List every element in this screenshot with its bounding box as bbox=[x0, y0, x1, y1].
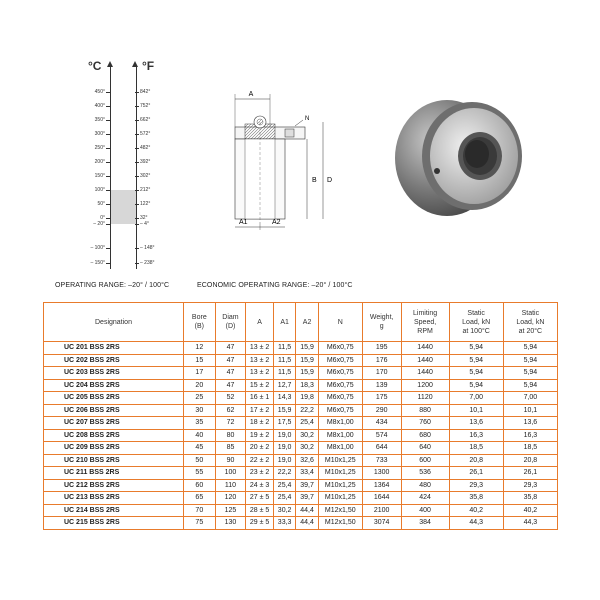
column-header: A1 bbox=[273, 303, 295, 342]
table-cell: 39,7 bbox=[296, 492, 318, 505]
specification-table bbox=[43, 302, 558, 530]
table-cell: M10x1,25 bbox=[318, 479, 362, 492]
tick-mark bbox=[135, 218, 139, 219]
tick-mark bbox=[135, 162, 139, 163]
table-cell: 1300 bbox=[362, 467, 401, 480]
tick-label-fahrenheit: – 148° bbox=[140, 245, 155, 251]
tick-mark bbox=[106, 120, 110, 121]
tick-mark bbox=[135, 148, 139, 149]
tick-mark bbox=[135, 134, 139, 135]
table-cell: 1440 bbox=[401, 354, 449, 367]
table-cell: M8x1,00 bbox=[318, 429, 362, 442]
temperature-scale bbox=[60, 55, 200, 275]
table-cell: 45 bbox=[183, 442, 215, 455]
table-cell: 1644 bbox=[362, 492, 401, 505]
tick-label-celsius: 100° bbox=[94, 187, 105, 193]
table-cell: 47 bbox=[215, 367, 246, 380]
table-cell: 44,4 bbox=[296, 517, 318, 530]
table-cell: 20 bbox=[183, 379, 215, 392]
tick-label-celsius: 400° bbox=[94, 103, 105, 109]
tick-mark bbox=[135, 204, 139, 205]
table-cell: 12 bbox=[183, 342, 215, 355]
tick-label-celsius: 0° bbox=[100, 215, 105, 221]
table-cell: M10x1,25 bbox=[318, 467, 362, 480]
table-cell: 20,8 bbox=[503, 454, 557, 467]
table-row bbox=[44, 379, 558, 392]
table-cell: 47 bbox=[215, 379, 246, 392]
table-cell: 733 bbox=[362, 454, 401, 467]
table-cell: 50 bbox=[183, 454, 215, 467]
tick-label-celsius: – 100° bbox=[90, 245, 105, 251]
tick-label-fahrenheit: 842° bbox=[140, 89, 151, 95]
column-header: Static Load, kN at 20°C bbox=[503, 303, 557, 342]
designation-cell: UC 203 BSS 2RS bbox=[44, 367, 184, 380]
table-cell: 5,94 bbox=[503, 354, 557, 367]
designation-cell: UC 210 BSS 2RS bbox=[44, 454, 184, 467]
table-cell: 574 bbox=[362, 429, 401, 442]
table-cell: 44,3 bbox=[503, 517, 557, 530]
table-cell: 25 bbox=[183, 392, 215, 405]
designation-cell: UC 211 BSS 2RS bbox=[44, 467, 184, 480]
table-cell: 85 bbox=[215, 442, 246, 455]
dim-a-label: A bbox=[248, 91, 254, 98]
table-cell: 44,4 bbox=[296, 504, 318, 517]
table-cell: 15,9 bbox=[296, 342, 318, 355]
tick-mark bbox=[106, 148, 110, 149]
table-cell: 65 bbox=[183, 492, 215, 505]
dim-a2-label: A2 bbox=[272, 219, 281, 226]
table-cell: 27 ± 5 bbox=[246, 492, 274, 505]
table-cell: M6x0,75 bbox=[318, 379, 362, 392]
table-cell: 22 ± 2 bbox=[246, 454, 274, 467]
table-cell: 384 bbox=[401, 517, 449, 530]
scale-bar bbox=[110, 67, 137, 269]
table-cell: 29 ± 5 bbox=[246, 517, 274, 530]
table-cell: 32,6 bbox=[296, 454, 318, 467]
table-cell: 25,4 bbox=[273, 479, 295, 492]
designation-cell: UC 208 BSS 2RS bbox=[44, 429, 184, 442]
table-cell: 1440 bbox=[401, 342, 449, 355]
table-cell: 35,8 bbox=[449, 492, 503, 505]
table-cell: 35,8 bbox=[503, 492, 557, 505]
table-cell: 120 bbox=[215, 492, 246, 505]
column-header: Weight, g bbox=[362, 303, 401, 342]
table-cell: M6x0,75 bbox=[318, 342, 362, 355]
column-header: N bbox=[318, 303, 362, 342]
tick-label-fahrenheit: 752° bbox=[140, 103, 151, 109]
tick-label-fahrenheit: – 4° bbox=[140, 221, 149, 227]
designation-cell: UC 215 BSS 2RS bbox=[44, 517, 184, 530]
table-cell: 110 bbox=[215, 479, 246, 492]
column-header: Diam (D) bbox=[215, 303, 246, 342]
table-cell: M6x0,75 bbox=[318, 404, 362, 417]
tick-label-celsius: 350° bbox=[94, 117, 105, 123]
table-cell: 7,00 bbox=[503, 392, 557, 405]
table-cell: 17 ± 2 bbox=[246, 404, 274, 417]
celsius-unit-label: °C bbox=[88, 59, 102, 73]
table-cell: 11,5 bbox=[273, 342, 295, 355]
table-header-row bbox=[44, 303, 558, 342]
tick-label-fahrenheit: 302° bbox=[140, 173, 151, 179]
table-cell: 18,5 bbox=[503, 442, 557, 455]
table-cell: 290 bbox=[362, 404, 401, 417]
column-header: A bbox=[246, 303, 274, 342]
table-cell: 33,4 bbox=[296, 467, 318, 480]
table-row bbox=[44, 342, 558, 355]
table-cell: 195 bbox=[362, 342, 401, 355]
column-header: A2 bbox=[296, 303, 318, 342]
table-cell: 22,2 bbox=[296, 404, 318, 417]
tick-mark bbox=[135, 190, 139, 191]
table-cell: 25,4 bbox=[273, 492, 295, 505]
tick-label-celsius: 250° bbox=[94, 145, 105, 151]
table-cell: 13,6 bbox=[503, 417, 557, 430]
designation-cell: UC 206 BSS 2RS bbox=[44, 404, 184, 417]
table-cell: 24 ± 3 bbox=[246, 479, 274, 492]
column-header: Limiting Speed, RPM bbox=[401, 303, 449, 342]
table-cell: 5,94 bbox=[503, 367, 557, 380]
operating-range-text: OPERATING RANGE: –20° / 100°C bbox=[55, 282, 170, 289]
table-cell: 5,94 bbox=[449, 379, 503, 392]
table-cell: 600 bbox=[401, 454, 449, 467]
tick-label-fahrenheit: 662° bbox=[140, 117, 151, 123]
table-cell: 480 bbox=[401, 479, 449, 492]
designation-cell: UC 205 BSS 2RS bbox=[44, 392, 184, 405]
table-cell: 11,5 bbox=[273, 354, 295, 367]
table-cell: 644 bbox=[362, 442, 401, 455]
table-row bbox=[44, 404, 558, 417]
economic-range-text: ECONOMIC OPERATING RANGE: –20° / 100°C bbox=[197, 282, 353, 289]
bearing-section-drawing bbox=[215, 82, 335, 232]
tick-label-celsius: 50° bbox=[97, 201, 105, 207]
tick-label-celsius: 150° bbox=[94, 173, 105, 179]
table-cell: M8x1,00 bbox=[318, 442, 362, 455]
tick-label-fahrenheit: 392° bbox=[140, 159, 151, 165]
table-cell: 139 bbox=[362, 379, 401, 392]
designation-cell: UC 209 BSS 2RS bbox=[44, 442, 184, 455]
table-cell: 1364 bbox=[362, 479, 401, 492]
table-row bbox=[44, 492, 558, 505]
designation-cell: UC 204 BSS 2RS bbox=[44, 379, 184, 392]
table-cell: 30 bbox=[183, 404, 215, 417]
table-cell: 55 bbox=[183, 467, 215, 480]
table-cell: 16 ± 1 bbox=[246, 392, 274, 405]
table-cell: 40,2 bbox=[503, 504, 557, 517]
dim-a1-label: A1 bbox=[239, 219, 248, 226]
table-cell: 39,7 bbox=[296, 479, 318, 492]
table-row bbox=[44, 392, 558, 405]
table-cell: 15,9 bbox=[273, 404, 295, 417]
table-cell: M12x1,50 bbox=[318, 504, 362, 517]
table-cell: 47 bbox=[215, 354, 246, 367]
table-cell: 19 ± 2 bbox=[246, 429, 274, 442]
designation-cell: UC 207 BSS 2RS bbox=[44, 417, 184, 430]
table-cell: 26,1 bbox=[503, 467, 557, 480]
designation-cell: UC 213 BSS 2RS bbox=[44, 492, 184, 505]
tick-mark bbox=[106, 134, 110, 135]
table-row bbox=[44, 517, 558, 530]
table-cell: 12,7 bbox=[273, 379, 295, 392]
tick-mark bbox=[106, 162, 110, 163]
table-cell: M6x0,75 bbox=[318, 392, 362, 405]
tick-mark bbox=[106, 218, 110, 219]
table-cell: M10x1,25 bbox=[318, 454, 362, 467]
table-row bbox=[44, 354, 558, 367]
table-row bbox=[44, 467, 558, 480]
designation-cell: UC 201 BSS 2RS bbox=[44, 342, 184, 355]
table-cell: 5,94 bbox=[503, 379, 557, 392]
table-cell: 15 bbox=[183, 354, 215, 367]
table-row bbox=[44, 417, 558, 430]
table-cell: 16,3 bbox=[449, 429, 503, 442]
table-cell: 434 bbox=[362, 417, 401, 430]
table-cell: 125 bbox=[215, 504, 246, 517]
table-cell: M6x0,75 bbox=[318, 367, 362, 380]
table-cell: 30,2 bbox=[273, 504, 295, 517]
table-cell: 2100 bbox=[362, 504, 401, 517]
table-cell: 130 bbox=[215, 517, 246, 530]
tick-mark bbox=[135, 224, 139, 225]
table-row bbox=[44, 479, 558, 492]
tick-mark bbox=[106, 106, 110, 107]
table-cell: 47 bbox=[215, 342, 246, 355]
table-cell: 30,2 bbox=[296, 442, 318, 455]
tick-mark bbox=[106, 176, 110, 177]
table-cell: 16,3 bbox=[503, 429, 557, 442]
tick-mark bbox=[135, 106, 139, 107]
table-cell: 15,9 bbox=[296, 367, 318, 380]
table-cell: 176 bbox=[362, 354, 401, 367]
table-cell: 760 bbox=[401, 417, 449, 430]
table-cell: 62 bbox=[215, 404, 246, 417]
designation-cell: UC 214 BSS 2RS bbox=[44, 504, 184, 517]
table-cell: 22,2 bbox=[273, 467, 295, 480]
tick-mark bbox=[135, 176, 139, 177]
table-cell: 75 bbox=[183, 517, 215, 530]
fahrenheit-unit-label: °F bbox=[142, 59, 155, 73]
table-row bbox=[44, 454, 558, 467]
table-cell: 29,3 bbox=[449, 479, 503, 492]
table-cell: 29,3 bbox=[503, 479, 557, 492]
tick-mark bbox=[106, 92, 110, 93]
table-cell: 5,94 bbox=[503, 342, 557, 355]
tick-mark bbox=[106, 248, 110, 249]
table-row bbox=[44, 429, 558, 442]
table-cell: M10x1,25 bbox=[318, 492, 362, 505]
dim-b-label: B bbox=[312, 177, 317, 184]
table-cell: 18,5 bbox=[449, 442, 503, 455]
tick-label-celsius: 300° bbox=[94, 131, 105, 137]
table-cell: 10,1 bbox=[503, 404, 557, 417]
table-cell: 640 bbox=[401, 442, 449, 455]
table-cell: 44,3 bbox=[449, 517, 503, 530]
table-row bbox=[44, 504, 558, 517]
table-cell: 25,4 bbox=[296, 417, 318, 430]
table-cell: 175 bbox=[362, 392, 401, 405]
tick-label-celsius: – 150° bbox=[90, 260, 105, 266]
table-cell: 5,94 bbox=[449, 354, 503, 367]
table-cell: 19,8 bbox=[296, 392, 318, 405]
table-cell: 30,2 bbox=[296, 429, 318, 442]
column-header: Static Load, kN at 100°C bbox=[449, 303, 503, 342]
table-cell: 680 bbox=[401, 429, 449, 442]
dim-d-label: D bbox=[327, 177, 333, 184]
table-cell: 26,1 bbox=[449, 467, 503, 480]
table-cell: 20 ± 2 bbox=[246, 442, 274, 455]
designation-cell: UC 212 BSS 2RS bbox=[44, 479, 184, 492]
tick-mark bbox=[135, 92, 139, 93]
table-cell: 5,94 bbox=[449, 367, 503, 380]
dim-n-label: N bbox=[305, 116, 310, 122]
table-cell: M12x1,50 bbox=[318, 517, 362, 530]
table-cell: 400 bbox=[401, 504, 449, 517]
table-cell: 90 bbox=[215, 454, 246, 467]
table-cell: 52 bbox=[215, 392, 246, 405]
table-cell: 80 bbox=[215, 429, 246, 442]
table-cell: 1440 bbox=[401, 367, 449, 380]
table-cell: 14,3 bbox=[273, 392, 295, 405]
tick-label-celsius: – 20° bbox=[93, 221, 105, 227]
table-cell: 28 ± 5 bbox=[246, 504, 274, 517]
bearing-photo bbox=[392, 96, 528, 218]
tick-mark bbox=[106, 204, 110, 205]
table-cell: 15 ± 2 bbox=[246, 379, 274, 392]
table-cell: 170 bbox=[362, 367, 401, 380]
tick-label-celsius: 450° bbox=[94, 89, 105, 95]
tick-label-celsius: 200° bbox=[94, 159, 105, 165]
tick-label-fahrenheit: 482° bbox=[140, 145, 151, 151]
table-row bbox=[44, 367, 558, 380]
table-cell: 3074 bbox=[362, 517, 401, 530]
tick-mark bbox=[106, 190, 110, 191]
column-header: Designation bbox=[44, 303, 184, 342]
table-cell: 18 ± 2 bbox=[246, 417, 274, 430]
table-cell: 13 ± 2 bbox=[246, 354, 274, 367]
table-cell: 17 bbox=[183, 367, 215, 380]
table-cell: 11,5 bbox=[273, 367, 295, 380]
table-cell: 13 ± 2 bbox=[246, 367, 274, 380]
tick-label-fahrenheit: 32° bbox=[140, 215, 148, 221]
tick-label-fahrenheit: 212° bbox=[140, 187, 151, 193]
table-cell: 35 bbox=[183, 417, 215, 430]
table-cell: 40 bbox=[183, 429, 215, 442]
column-header: Bore (B) bbox=[183, 303, 215, 342]
table-cell: 100 bbox=[215, 467, 246, 480]
table-cell: 72 bbox=[215, 417, 246, 430]
tick-label-fahrenheit: 572° bbox=[140, 131, 151, 137]
designation-cell: UC 202 BSS 2RS bbox=[44, 354, 184, 367]
table-cell: 20,8 bbox=[449, 454, 503, 467]
table-cell: 33,3 bbox=[273, 517, 295, 530]
tick-label-fahrenheit: 122° bbox=[140, 201, 151, 207]
table-cell: 17,5 bbox=[273, 417, 295, 430]
table-cell: 7,00 bbox=[449, 392, 503, 405]
table-cell: 1200 bbox=[401, 379, 449, 392]
table-cell: M8x1,00 bbox=[318, 417, 362, 430]
table-cell: 18,3 bbox=[296, 379, 318, 392]
table-cell: 13 ± 2 bbox=[246, 342, 274, 355]
table-cell: 19,0 bbox=[273, 454, 295, 467]
table-cell: 19,0 bbox=[273, 429, 295, 442]
table-cell: 13,6 bbox=[449, 417, 503, 430]
table-cell: M6x0,75 bbox=[318, 354, 362, 367]
tick-label-fahrenheit: – 238° bbox=[140, 260, 155, 266]
tick-mark bbox=[135, 248, 139, 249]
table-cell: 424 bbox=[401, 492, 449, 505]
table-cell: 5,94 bbox=[449, 342, 503, 355]
table-row bbox=[44, 442, 558, 455]
table-cell: 536 bbox=[401, 467, 449, 480]
table-cell: 23 ± 2 bbox=[246, 467, 274, 480]
table-cell: 10,1 bbox=[449, 404, 503, 417]
tick-mark bbox=[135, 263, 139, 264]
table-cell: 1120 bbox=[401, 392, 449, 405]
tick-mark bbox=[135, 120, 139, 121]
table-cell: 70 bbox=[183, 504, 215, 517]
table-cell: 40,2 bbox=[449, 504, 503, 517]
tick-mark bbox=[106, 263, 110, 264]
tick-mark bbox=[106, 224, 110, 225]
table-cell: 19,0 bbox=[273, 442, 295, 455]
table-cell: 60 bbox=[183, 479, 215, 492]
table-cell: 15,9 bbox=[296, 354, 318, 367]
table-cell: 880 bbox=[401, 404, 449, 417]
